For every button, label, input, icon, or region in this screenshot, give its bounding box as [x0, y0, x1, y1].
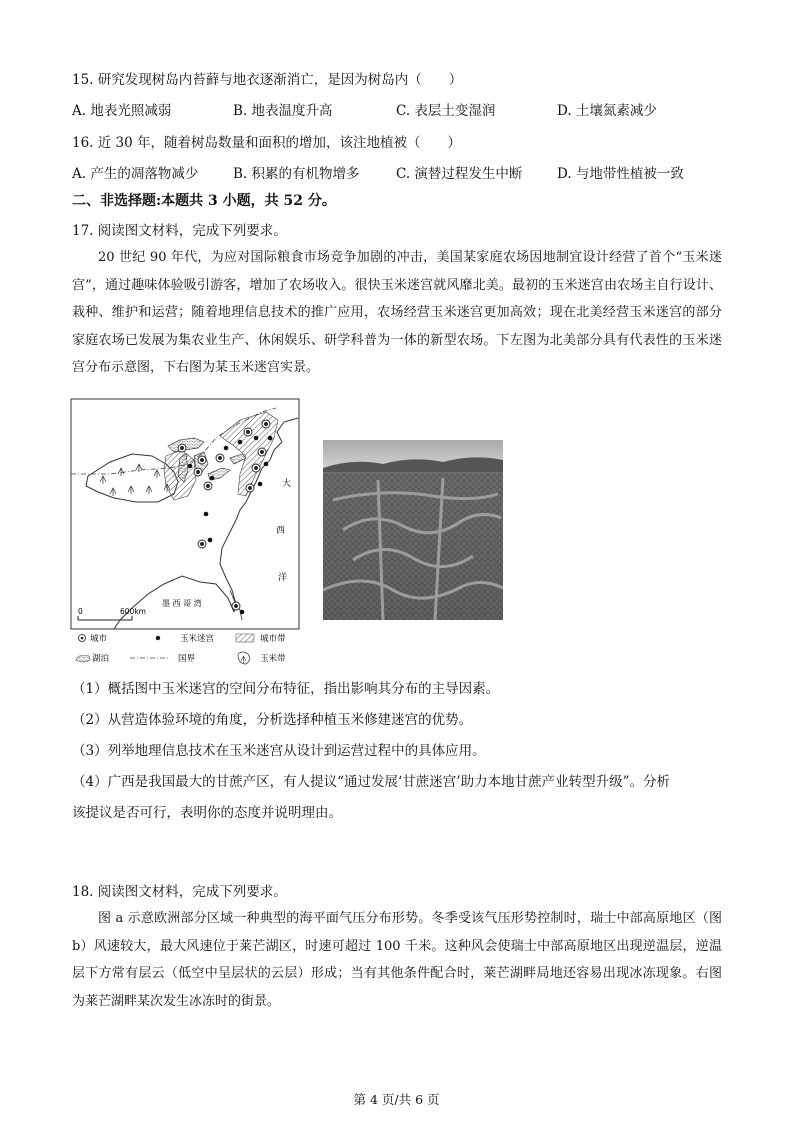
- gulf-label: 墨 西 哥 湾: [162, 599, 202, 608]
- q16-option-c: C. 演替过程发生中断: [396, 166, 523, 182]
- q15-option-c: C. 表层土变湿润: [396, 103, 496, 119]
- legend-border: 国界: [178, 654, 196, 664]
- page-footer: 第 4 页/共 6 页: [353, 1092, 440, 1107]
- ocean-label-2: 西: [276, 526, 286, 536]
- q15-option-d: D. 土壤氮素减少: [557, 103, 657, 119]
- q18-line-1: 图 a 示意欧洲部分区域一种典型的海平面气压分布形势。冬季受该气压形势控制时，瑞士中部高原地: [98, 911, 683, 926]
- legend-corn-belt: 玉米带: [260, 654, 286, 664]
- scale-end: 600km: [120, 607, 146, 616]
- q17-line-3: 自行设计、栽种、维护和运营；随着地理信息技术的推广应用，农场经营玉米迷宫更加高效；现在北美经: [72, 277, 722, 320]
- q17-subquestion-3: （3）列举地理信息技术在玉米迷宫从设计到运营过程中的具体应用。: [72, 743, 486, 759]
- legend-lake: 湖泊: [92, 654, 110, 664]
- q18-material: [72, 905, 722, 1015]
- question-16-stem: 16. 近 30 年，随着树岛数量和面积的增加，该注地植被（ ）: [72, 135, 462, 151]
- q18-line-2: 区（图 b）风速较大，最大风速位于莱芒湖区，时速可超过 100 千米。这种风会使瑞士中部高原地区出现逆: [72, 911, 722, 954]
- q17-subquestion-2: （2）从营造体验环境的角度，分析选择种植玉米修建迷宫的优势。: [72, 712, 473, 728]
- q17-line-2: 米迷宫”，通过趣味体验吸引游客，增加了农场收入。很快玉米迷宫就风靡北美。最初的玉米迷宫由农场主: [72, 250, 722, 293]
- question-15-stem: 15. 研究发现树岛内苔藓与地衣逐渐消亡，是因为树岛内（ ）: [72, 72, 463, 88]
- q16-option-a: A. 产生的凋落物减少: [72, 166, 199, 182]
- corn-maze-photo: [323, 440, 503, 620]
- q17-subquestion-4: （4）广西是我国最大的甘蔗产区，有人提议“通过发展‘甘蔗迷宫’助力本地甘蔗产业转型升级”。分析: [72, 774, 670, 790]
- q17-subquestion-1: （1）概括图中玉米迷宫的空间分布特征，指出影响其分布的主导因素。: [72, 681, 500, 697]
- corn-maze-distribution-map: [70, 398, 302, 666]
- legend-city: 城市: [90, 634, 108, 644]
- q17-material: [72, 244, 722, 382]
- question-18-stem: 18. 阅读图文材料，完成下列要求。: [72, 884, 287, 900]
- q16-option-d: D. 与地带性植被一致: [557, 166, 684, 182]
- q18-line-4: 现冰冻现象。右图为莱芒湖畔某次发生冰冻时的街景。: [72, 966, 722, 1009]
- q16-option-b: B. 积累的有机物增多: [233, 166, 360, 182]
- q15-option-a: A. 地表光照减弱: [72, 103, 172, 119]
- q17-line-1: 20 世纪 90 年代，为应对国际粮食市场竞争加剧的冲击，美国某家庭农场因地制宜设计经营了首个“玉: [98, 250, 696, 265]
- q17-line-5: 部分具有代表性的玉米迷宫分布示意图，下右图为某玉米迷宫实景。: [72, 332, 722, 375]
- question-17-stem: 17. 阅读图文材料，完成下列要求。: [72, 223, 287, 239]
- section-title: 二、非选择题:本题共 3 小题，共 52 分。: [72, 193, 336, 209]
- map-legend: [76, 633, 286, 664]
- q18-line-3: 温层，逆温层下方常有层云（低空中呈层状的云层）形成；当有其他条件配合时，莱芒湖畔局地还容易出: [72, 938, 722, 981]
- q15-option-b: B. 地表温度升高: [233, 103, 333, 119]
- ocean-label-1: 大: [282, 479, 292, 489]
- q17-subquestion-4-cont: 该提议是否可行，表明你的态度并说明理由。: [72, 805, 342, 821]
- ocean-label-3: 洋: [278, 573, 288, 583]
- q17-line-4: 营玉米迷宫的部分家庭农场已发展为集农业生产、休闲娱乐、研学科普为一体的新型农场。下左图为北美: [72, 305, 722, 348]
- scale-start: 0: [78, 607, 83, 616]
- legend-maze: 玉米迷宫: [180, 634, 215, 644]
- legend-city-belt: 城市带: [260, 634, 286, 644]
